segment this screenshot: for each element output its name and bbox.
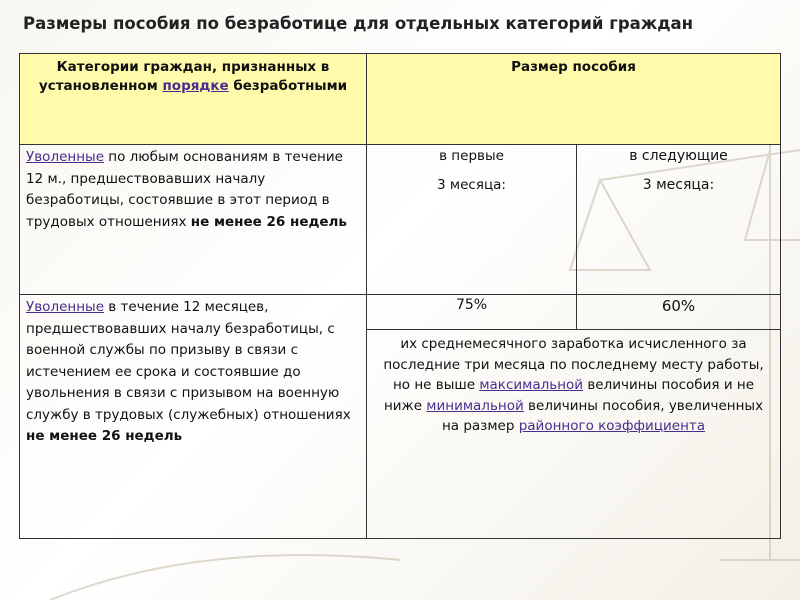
row1-category	[20, 145, 367, 295]
header-amount-label: Размер пособия	[511, 59, 636, 75]
row1-next-period	[577, 145, 781, 295]
row1-text: по любым основаниям в течение 12 м., предшествовавших началу безработицы, состоявшие в этот период в трудовых отношениях	[26, 149, 343, 230]
first-percent: 75%	[367, 295, 577, 330]
header-category-prefix: Категории граждан, признанных в установленном	[38, 59, 330, 94]
next-period-line2: 3 месяца:	[642, 177, 715, 193]
row2-text: в течение 12 месяцев, предшествовавших началу безработицы, с военной службы по призыву в связи с истечением ее срока и состоявшие до увольнения в связи с призывом на военную службу в трудовых (служебных) отношениях	[26, 299, 351, 423]
maximum-link[interactable]: максимальной	[479, 377, 584, 393]
next-period-line1: в следующие	[629, 148, 728, 164]
note-part2: величины пособия и не ниже	[383, 377, 755, 414]
benefit-note	[367, 330, 781, 539]
row1-dismissed-link[interactable]: Уволенные	[26, 149, 104, 165]
order-link[interactable]: порядке	[162, 78, 229, 94]
row1-first-period	[367, 145, 577, 295]
header-category	[20, 54, 367, 145]
note-part1: их среднемесячного заработка исчисленного за последние три месяца по последнему месту работы, но не выше	[383, 336, 764, 393]
first-period-line1: в первые	[439, 148, 504, 164]
row2-category	[20, 295, 367, 539]
regional-coefficient-link[interactable]: районного коэффициента	[518, 418, 706, 434]
note-part3: величины пособия, увеличенных на размер	[441, 397, 764, 434]
row1-duration: не менее 26 недель	[190, 213, 347, 230]
minimum-link[interactable]: минимальной	[426, 397, 524, 414]
row2-dismissed-link[interactable]: Уволенные	[26, 299, 104, 315]
page-title: Размеры пособия по безработице для отдельных категорий граждан	[23, 14, 694, 33]
first-period-line2: 3 месяца:	[437, 177, 506, 193]
benefit-table	[19, 53, 781, 539]
header-amount	[367, 54, 781, 145]
next-percent: 60%	[577, 295, 781, 330]
row2-duration: не менее 26 недель	[26, 428, 183, 444]
header-category-suffix: безработными	[228, 78, 348, 94]
